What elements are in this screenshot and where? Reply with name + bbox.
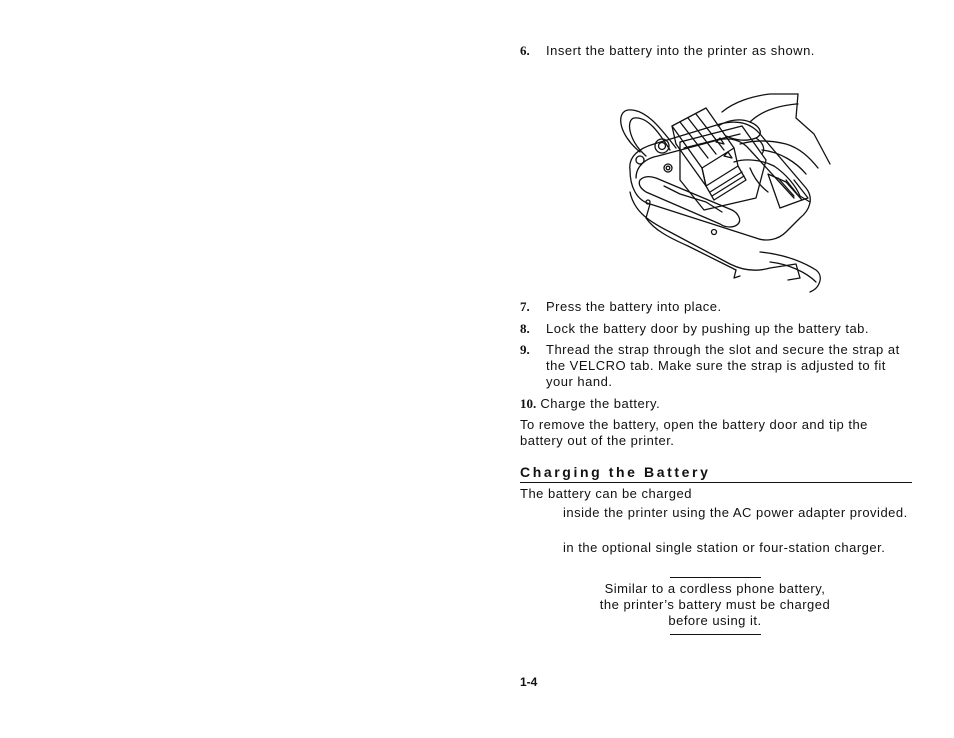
step-6 <box>520 43 910 59</box>
step-number: 10. <box>520 396 537 411</box>
step-number: 7. <box>520 299 530 314</box>
step-number: 8. <box>520 321 530 336</box>
note-top-rule <box>670 577 761 578</box>
page-number: 1-4 <box>520 675 538 689</box>
note-line-1: Similar to a cordless phone battery, <box>604 581 826 596</box>
step-number: 9. <box>520 342 530 357</box>
step-9 <box>520 342 910 389</box>
step-text: Charge the battery. <box>540 396 661 411</box>
section-heading: Charging the Battery <box>520 462 912 483</box>
step-7 <box>520 299 910 315</box>
note-line-3: before using it. <box>668 613 762 628</box>
note-bottom-rule <box>670 634 761 635</box>
battery-insertion-illustration <box>610 82 866 304</box>
step-text: Press the battery into place. <box>546 299 722 314</box>
step-10 <box>520 396 910 412</box>
step-text: Lock the battery door by pushing up the battery tab. <box>546 321 870 336</box>
note-line-2: the printer’s battery must be charged <box>599 597 831 612</box>
step-number: 6. <box>520 43 530 58</box>
section-intro: The battery can be charged <box>520 486 692 501</box>
charge-option-printer: inside the printer using the AC power adapter provided. <box>563 505 908 520</box>
remove-battery-paragraph: To remove the battery, open the battery door and tip the battery out of the printer. <box>520 417 868 448</box>
note-box <box>570 581 860 629</box>
step-text: Insert the battery into the printer as shown. <box>546 43 815 58</box>
step-text: Thread the strap through the slot and secure the strap at the VELCRO tab. Make sure the strap is adjusted to fit your hand. <box>546 342 900 389</box>
charge-option-charger: in the optional single station or four-station charger. <box>563 540 886 555</box>
step-8 <box>520 321 910 337</box>
